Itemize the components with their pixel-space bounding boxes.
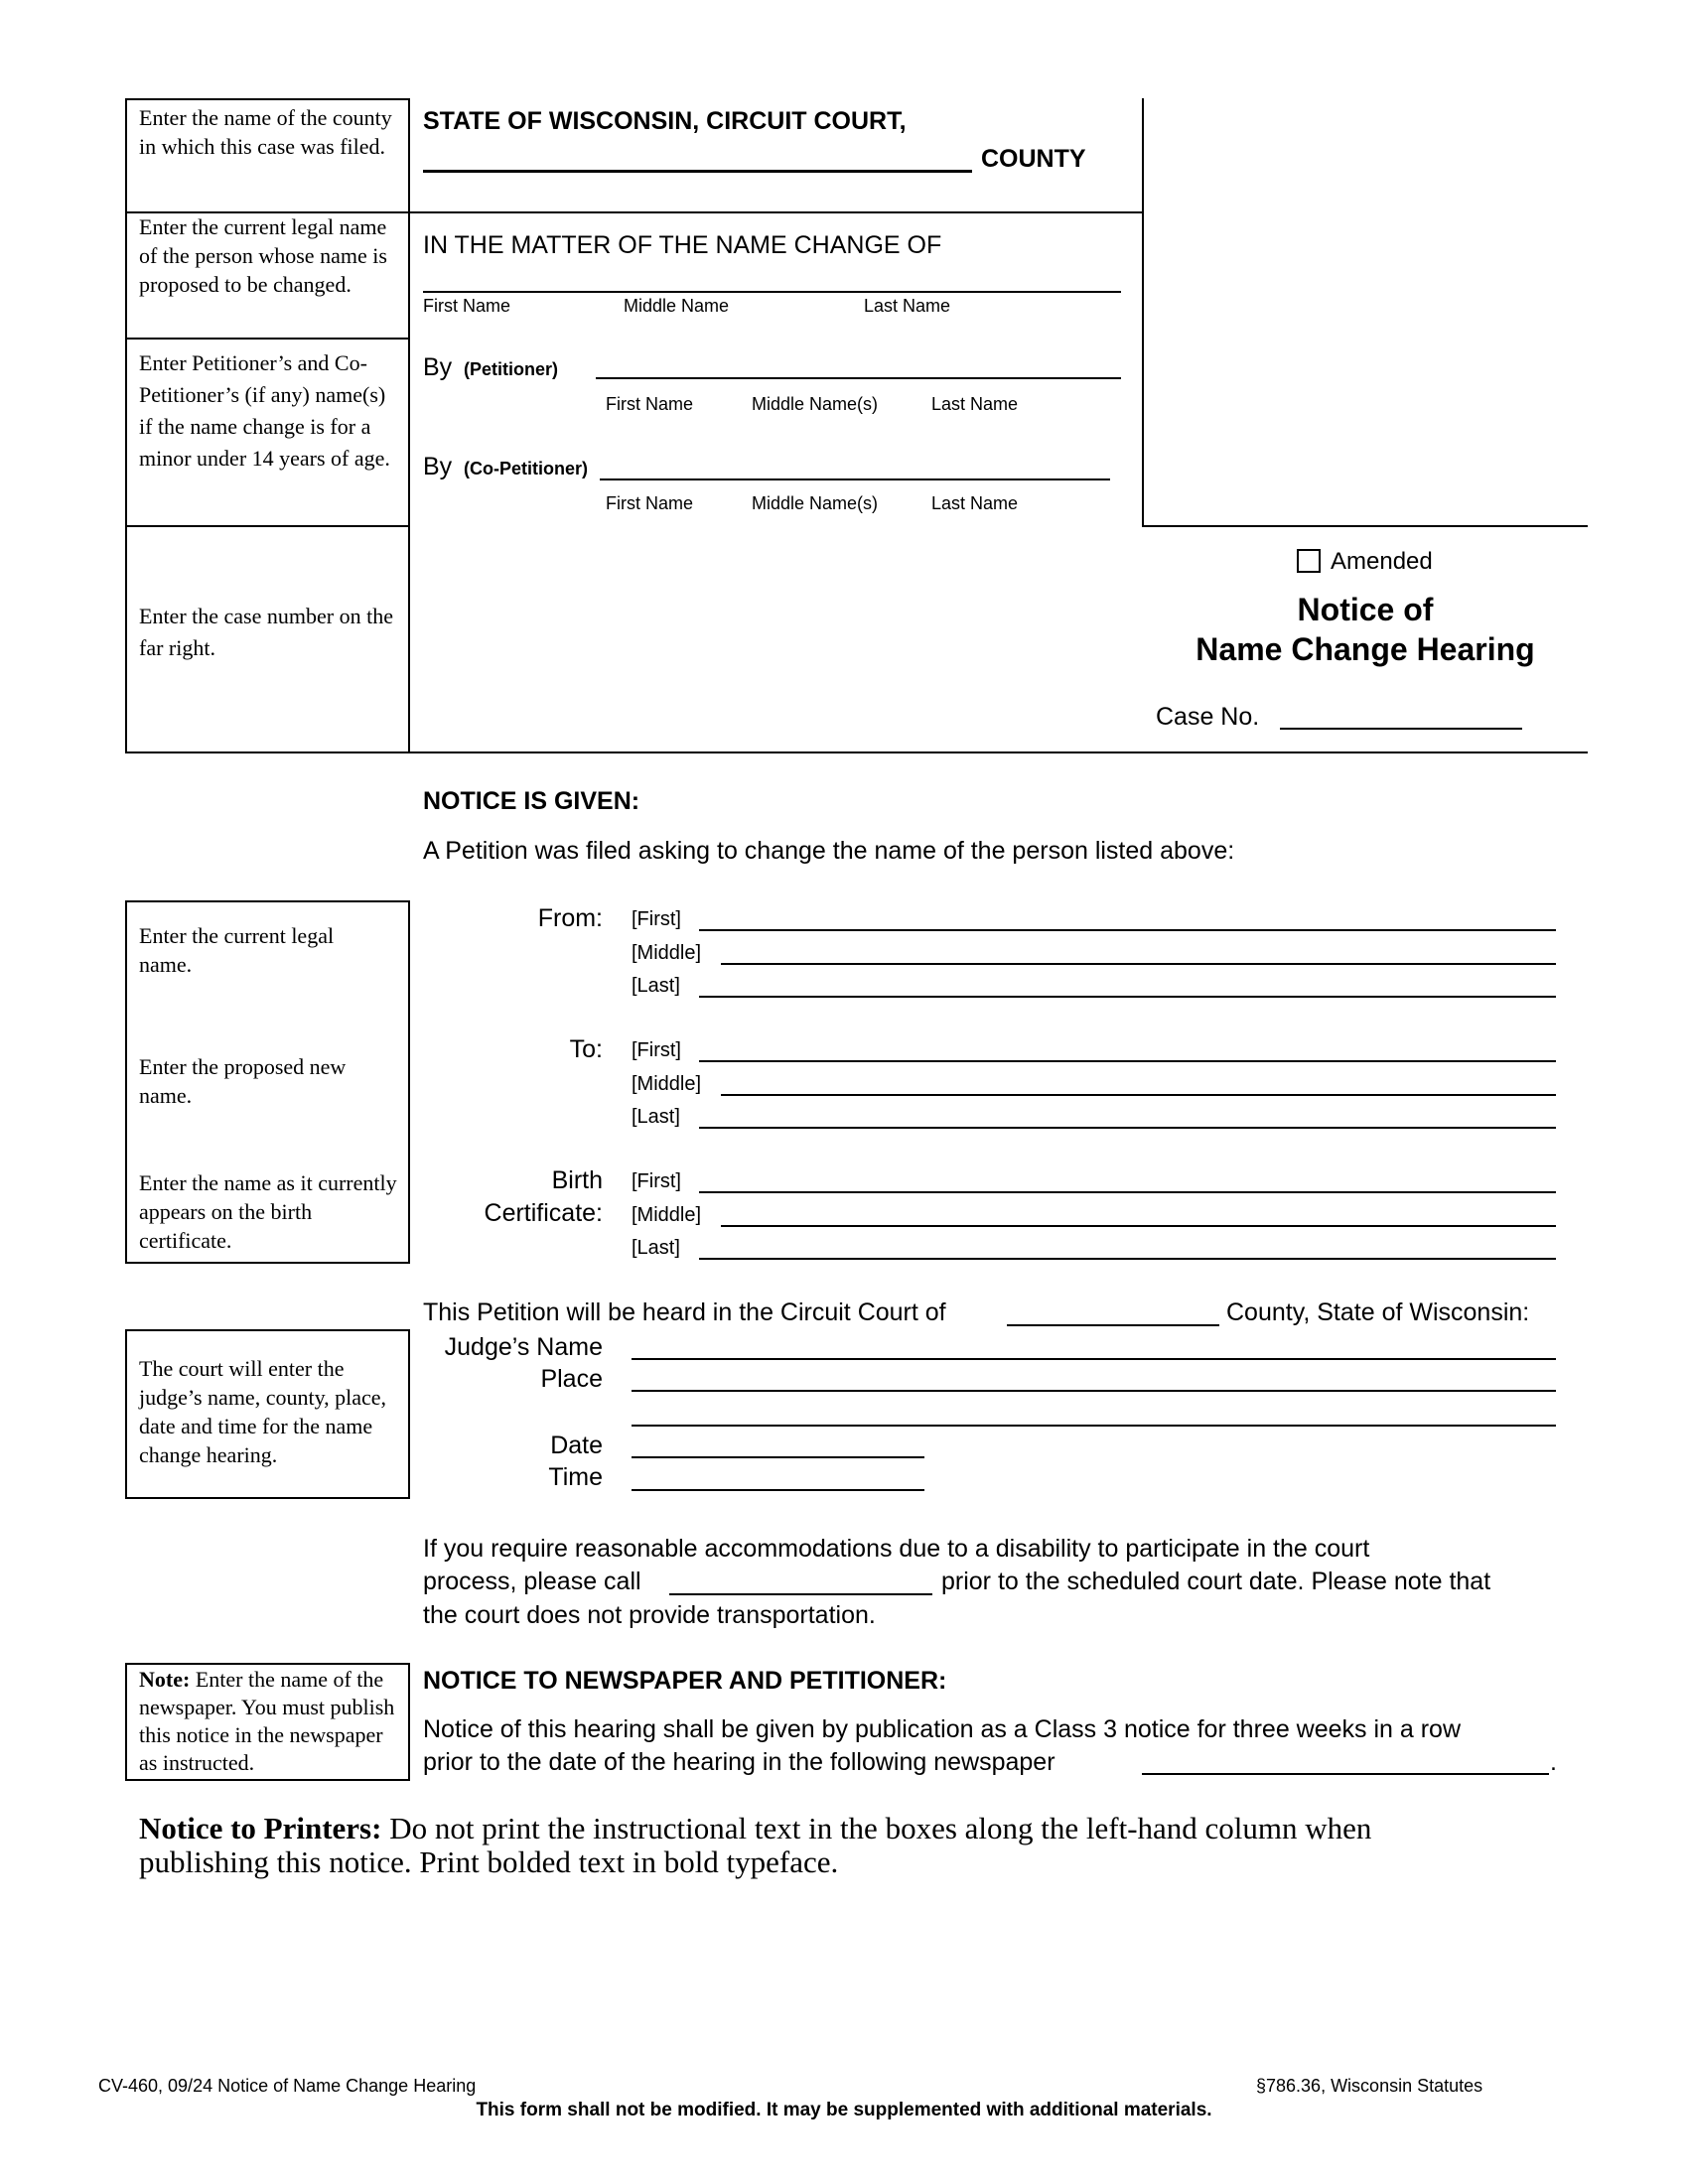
divider bbox=[1142, 525, 1588, 527]
accommodation-text: prior to the scheduled court date. Please note that bbox=[941, 1568, 1491, 1595]
newspaper-text: prior to the date of the hearing in the following newspaper bbox=[423, 1748, 1055, 1776]
divider bbox=[125, 98, 127, 751]
first-name-label: First Name bbox=[423, 296, 511, 316]
birth-certificate-last-label: [Last] bbox=[632, 1237, 680, 1259]
notice-intro: A Petition was filed asking to change the name of the person listed above: bbox=[423, 837, 1235, 865]
county-field[interactable] bbox=[423, 170, 972, 173]
newspaper-field[interactable] bbox=[1142, 1773, 1549, 1775]
phone-field[interactable] bbox=[669, 1593, 932, 1595]
from-label: From: bbox=[537, 904, 603, 932]
time-label: Time bbox=[548, 1463, 603, 1491]
place-label: Place bbox=[540, 1365, 603, 1393]
birth-certificate-middle-field[interactable] bbox=[721, 1225, 1556, 1227]
to-first-label: [First] bbox=[632, 1039, 681, 1061]
from-last-field[interactable] bbox=[699, 996, 1556, 998]
from-last-label: [Last] bbox=[632, 975, 680, 997]
printers-label: Notice to Printers: bbox=[139, 1811, 382, 1845]
case-no-label: Case No. bbox=[1156, 703, 1260, 731]
hearing-sentence-end: County, State of Wisconsin: bbox=[1226, 1298, 1530, 1326]
instruction-note bbox=[139, 1666, 399, 1777]
place-field-line2[interactable] bbox=[632, 1425, 1556, 1427]
printers-text: publishing this notice. Print bolded text in bold typeface. bbox=[139, 1844, 839, 1879]
form-title: Name Change Hearing bbox=[1196, 631, 1535, 667]
form-title: Notice of bbox=[1297, 592, 1434, 627]
to-middle-label: [Middle] bbox=[632, 1073, 702, 1095]
by-label: By bbox=[423, 353, 453, 381]
printers-text: Do not print the instructional text in the boxes along the left-hand column when bbox=[381, 1811, 1372, 1845]
footer-disclaimer: This form shall not be modified. It may be supplemented with additional materials. bbox=[476, 2100, 1212, 2120]
to-label: To: bbox=[569, 1035, 603, 1063]
from-first-label: [First] bbox=[632, 908, 681, 930]
first-name-label: First Name bbox=[606, 394, 694, 414]
from-middle-field[interactable] bbox=[721, 963, 1556, 965]
instruction-birth-cert: Enter the name as it currently appears on the birth certificate. bbox=[139, 1170, 397, 1253]
middle-name-label: Middle Name bbox=[624, 296, 730, 316]
amended-label: Amended bbox=[1331, 548, 1433, 575]
subject-name-field[interactable] bbox=[423, 291, 1121, 293]
instruction-legal-name: Enter the current legal name. bbox=[139, 923, 335, 977]
newspaper-heading: NOTICE TO NEWSPAPER AND PETITIONER: bbox=[423, 1667, 947, 1695]
to-last-field[interactable] bbox=[699, 1127, 1556, 1129]
birth-certificate-first-label: [First] bbox=[632, 1170, 681, 1192]
instruction-petitioners: Enter Petitioner’s and Co-Petitioner’s (if any) name(s) if the name change is for a minor under 14 years of age. bbox=[139, 350, 390, 471]
hearing-county-field[interactable] bbox=[1007, 1324, 1219, 1326]
to-first-field[interactable] bbox=[699, 1060, 1556, 1062]
divider bbox=[1142, 98, 1144, 525]
newspaper-text: Notice of this hearing shall be given by publication as a Class 3 notice for three weeks in a row bbox=[423, 1715, 1462, 1743]
last-name-label: Last Name bbox=[931, 394, 1019, 414]
co-petitioner-field[interactable] bbox=[600, 478, 1110, 480]
co-petitioner-label: (Co-Petitioner) bbox=[464, 459, 588, 478]
place-field[interactable] bbox=[632, 1390, 1556, 1392]
amended-checkbox[interactable] bbox=[1297, 549, 1321, 573]
court-heading: STATE OF WISCONSIN, CIRCUIT COURT, bbox=[423, 107, 907, 135]
accommodation-text: process, please call bbox=[423, 1568, 641, 1595]
instruction-case-number: Enter the case number on the far right. bbox=[139, 604, 393, 660]
matter-heading: IN THE MATTER OF THE NAME CHANGE OF bbox=[423, 231, 942, 259]
divider bbox=[125, 751, 1588, 753]
last-name-label: Last Name bbox=[864, 296, 951, 316]
birth-label: Birth bbox=[551, 1166, 603, 1194]
footer-statute: §786.36, Wisconsin Statutes bbox=[1256, 2076, 1483, 2096]
instruction-court: The court will enter the judge’s name, county, place, date and time for the name change hearing. bbox=[139, 1356, 387, 1467]
notice-heading: NOTICE IS GIVEN: bbox=[423, 787, 640, 815]
last-name-label: Last Name bbox=[931, 493, 1019, 513]
county-label: COUNTY bbox=[981, 145, 1086, 173]
from-first-field[interactable] bbox=[699, 929, 1556, 931]
middle-name-label: Middle Name(s) bbox=[752, 394, 879, 414]
footer-form-id: CV-460, 09/24 Notice of Name Change Hearing bbox=[98, 2076, 477, 2096]
note-label: Note: bbox=[139, 1667, 191, 1692]
hearing-sentence: This Petition will be heard in the Circuit Court of bbox=[423, 1298, 946, 1326]
divider bbox=[125, 525, 408, 527]
instruction-proposed-name: Enter the proposed new name. bbox=[139, 1054, 347, 1108]
instruction-current-name: Enter the current legal name of the person whose name is proposed to be changed. bbox=[139, 214, 387, 297]
judge-field[interactable] bbox=[632, 1358, 1556, 1360]
note-text: Enter the name of the newspaper. You must publish this notice in the newspaper as instructed. bbox=[139, 1667, 395, 1775]
case-no-field[interactable] bbox=[1280, 728, 1522, 730]
to-last-label: [Last] bbox=[632, 1106, 680, 1128]
divider bbox=[125, 338, 408, 340]
birth-certificate-first-field[interactable] bbox=[699, 1191, 1556, 1193]
first-name-label: First Name bbox=[606, 493, 694, 513]
printers-notice bbox=[139, 1812, 1371, 1879]
to-middle-field[interactable] bbox=[721, 1094, 1556, 1096]
by-label: By bbox=[423, 453, 453, 480]
accommodation-text: the court does not provide transportation. bbox=[423, 1601, 876, 1629]
birth-certificate-middle-label: [Middle] bbox=[632, 1204, 702, 1226]
petitioner-field[interactable] bbox=[596, 377, 1121, 379]
petitioner-label: (Petitioner) bbox=[464, 359, 559, 379]
from-middle-label: [Middle] bbox=[632, 942, 702, 964]
middle-name-label: Middle Name(s) bbox=[752, 493, 879, 513]
accommodation-text: If you require reasonable accommodations due to a disability to participate in the court bbox=[423, 1535, 1370, 1563]
instruction-county: Enter the name of the county in which this case was filed. bbox=[139, 105, 392, 159]
birth-certificate-last-field[interactable] bbox=[699, 1258, 1556, 1260]
time-field[interactable] bbox=[632, 1489, 924, 1491]
judge-label: Judge’s Name bbox=[444, 1333, 603, 1361]
date-field[interactable] bbox=[632, 1456, 924, 1458]
divider bbox=[408, 98, 410, 751]
divider bbox=[125, 98, 408, 100]
period: . bbox=[1550, 1748, 1557, 1776]
certificate-label: Certificate: bbox=[484, 1199, 603, 1227]
date-label: Date bbox=[550, 1432, 603, 1459]
